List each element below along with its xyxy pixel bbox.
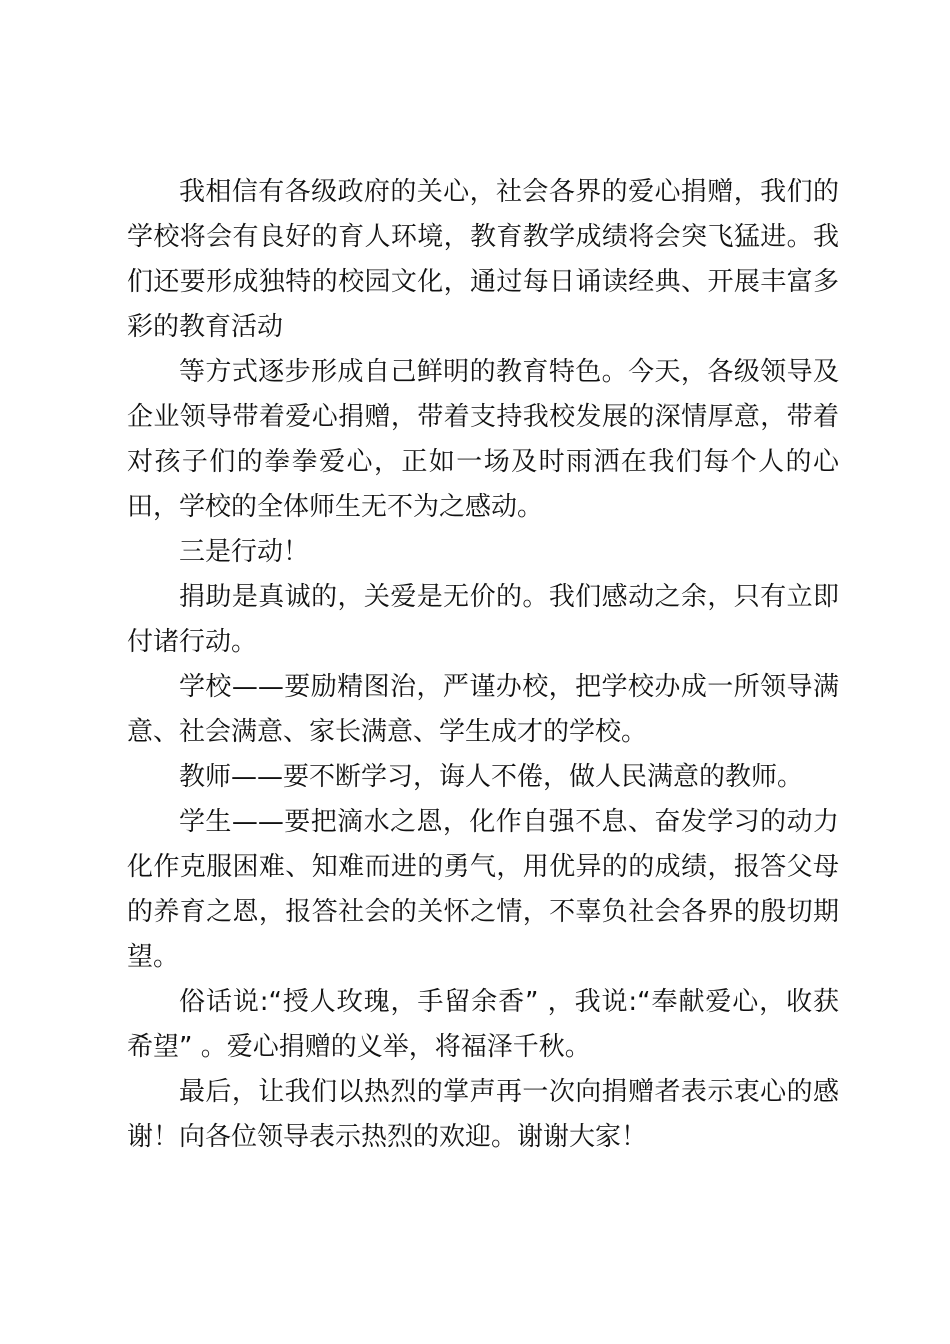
paragraph-4: 捐助是真诚的，关爱是无价的。我们感动之余，只有立即付诸行动。 <box>127 582 839 657</box>
paragraph-2: 等方式逐步形成自己鲜明的教育特色。今天，各级领导及企业领导带着爱心捐赠，带着支持我校发展的深情厚意，带着对孩子们的拳拳爱心，正如一场及时雨洒在我们每个人的心田，学校的全体师生无不为之感动。 <box>127 357 839 522</box>
paragraph-3: 三是行动！ <box>179 537 310 567</box>
paragraph-1: 我相信有各级政府的关心，社会各界的爱心捐赠，我们的学校将会有良好的育人环境，教育教学成绩将会突飞猛进。我们还要形成独特的校园文化，通过每日诵读经典、开展丰富多彩的教育活动 <box>127 177 839 342</box>
document-body <box>127 170 839 1160</box>
paragraph-8: 俗话说:“授人玫瑰，手留余香” ，我说:“奉献爱心，收获希望” 。爱心捐赠的义举，将福泽千秋。 <box>127 987 839 1062</box>
paragraph-5: 学校——要励精图治，严谨办校，把学校办成一所领导满意、社会满意、家长满意、学生成才的学校。 <box>127 672 839 747</box>
paragraph-6: 教师——要不断学习，诲人不倦，做人民满意的教师。 <box>179 762 804 792</box>
paragraph-9: 最后，让我们以热烈的掌声再一次向捐赠者表示衷心的感谢！向各位领导表示热烈的欢迎。谢谢大家！ <box>127 1077 839 1152</box>
paragraph-7: 学生——要把滴水之恩，化作自强不息、奋发学习的动力化作克服困难、知难而进的勇气，用优异的的成绩，报答父母的养育之恩，报答社会的关怀之情，不辜负社会各界的殷切期望。 <box>127 807 839 972</box>
